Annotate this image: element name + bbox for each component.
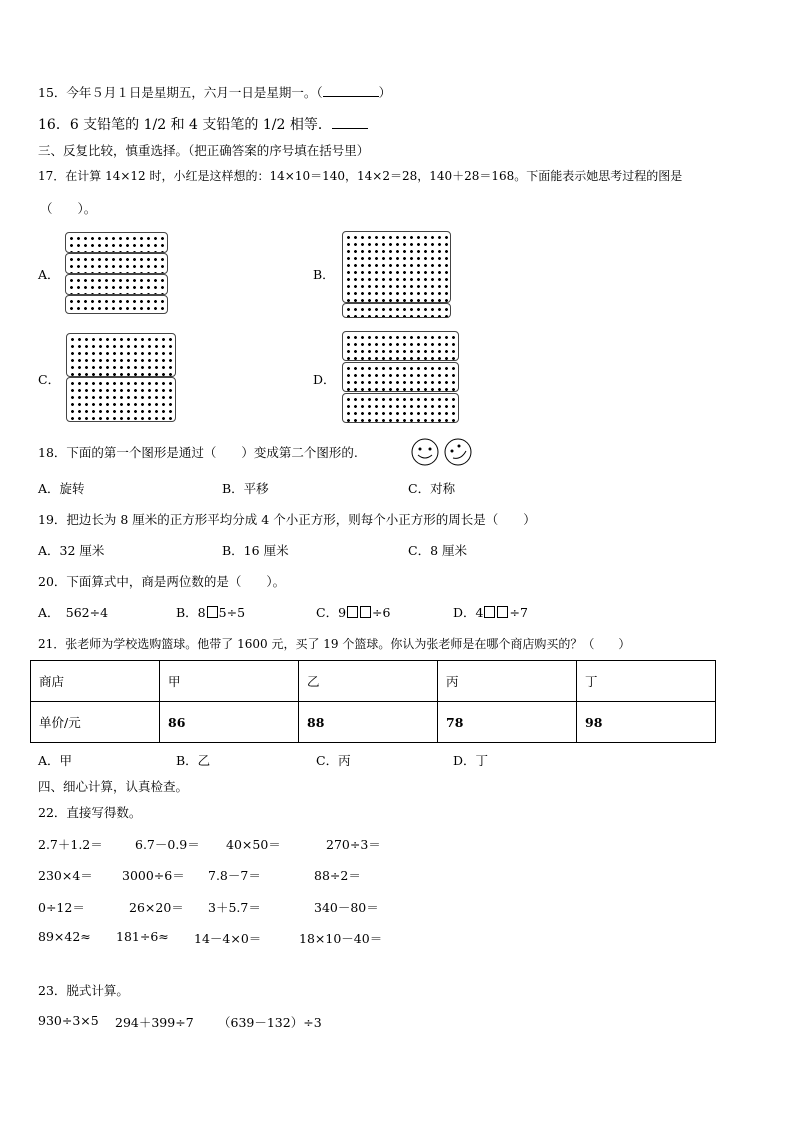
dot-array — [342, 231, 451, 303]
q20-option-b[interactable] — [176, 603, 245, 621]
table-row — [31, 661, 716, 702]
digit-box — [497, 606, 508, 618]
table-cell: 88 — [299, 702, 438, 743]
dot-array — [342, 362, 459, 392]
q15-text: 15．今年５月１日是星期五，六月一日是星期一。（ — [38, 85, 323, 100]
calc-item: 2.7＋1.2＝ — [38, 837, 103, 852]
calc-item: 181÷6≈ — [116, 929, 169, 944]
q17-option-d-label[interactable]: D． — [313, 372, 336, 387]
q17-option-c-label[interactable]: C． — [38, 372, 61, 387]
digit-box — [207, 606, 218, 618]
q23-title: 23．脱式计算。 — [38, 983, 129, 998]
digit-box — [484, 606, 495, 618]
q21-option-c[interactable]: C．丙 — [316, 753, 351, 768]
calc-item: 930÷3×5 — [38, 1013, 99, 1028]
digit-box — [360, 606, 371, 618]
table-cell: 78 — [438, 702, 577, 743]
calc-item: （639－132）÷3 — [218, 1015, 322, 1030]
q19-option-b[interactable]: B．16 厘米 — [222, 543, 289, 558]
q20-option-c[interactable] — [316, 603, 390, 621]
dot-array — [65, 232, 168, 253]
q18-option-b[interactable]: B．平移 — [222, 481, 269, 496]
table-cell: 98 — [577, 702, 716, 743]
q21-option-b[interactable]: B．乙 — [176, 753, 211, 768]
dot-array — [342, 393, 459, 423]
section-3-heading: 三、反复比较，慎重选择。（把正确答案的序号填在括号里） — [38, 143, 370, 158]
table-cell: 单价/元 — [31, 702, 160, 743]
price-table — [30, 660, 716, 743]
q22-title: 22．直接写得数。 — [38, 805, 142, 820]
q20-option-d-pre: D．4 — [453, 605, 484, 620]
q21-text: 21．张老师为学校选购篮球。他带了 1600 元，买了 19 个篮球。你认为张老师是在哪个商店购买的？（ ） — [38, 637, 631, 651]
table-cell: 甲 — [160, 661, 299, 702]
q17-option-a-label[interactable]: A． — [38, 267, 60, 282]
q20-option-a[interactable]: A． 562÷4 — [38, 605, 109, 620]
dot-array — [66, 333, 176, 377]
table-cell: 丁 — [577, 661, 716, 702]
calc-item: 40×50＝ — [226, 837, 281, 852]
q20-option-c-post: ÷6 — [372, 605, 391, 620]
q21-option-a[interactable]: A．甲 — [38, 753, 73, 768]
q17-option-b-label[interactable]: B． — [313, 267, 335, 282]
section-4-heading: 四、细心计算，认真检查。 — [38, 779, 189, 794]
calc-item: 3000÷6＝ — [122, 868, 185, 883]
dot-array — [65, 274, 168, 295]
answer-blank[interactable] — [332, 116, 368, 129]
dot-array — [65, 253, 168, 274]
dot-array — [342, 331, 459, 361]
q20-option-b-pre: B．8 — [176, 605, 206, 620]
q19-option-a[interactable]: A．32 厘米 — [38, 543, 105, 558]
calc-item: 89×42≈ — [38, 929, 91, 944]
calc-item: 0÷12＝ — [38, 900, 85, 915]
calc-item: 230×4＝ — [38, 868, 93, 883]
calc-item: 3＋5.7＝ — [208, 900, 261, 915]
q18-text: 18．下面的第一个图形是通过（ ）变成第二个图形的. — [38, 445, 358, 460]
dot-array — [65, 295, 168, 314]
answer-blank[interactable] — [323, 84, 379, 97]
table-cell: 丙 — [438, 661, 577, 702]
q21-option-d[interactable]: D．丁 — [453, 753, 489, 768]
dot-array — [342, 303, 451, 318]
q16-text: 16．6 支铅笔的 1/2 和 4 支铅笔的 1/2 相等． — [38, 117, 332, 133]
question-16 — [38, 114, 368, 134]
dot-array — [66, 377, 176, 422]
q19-option-c[interactable]: C．8 厘米 — [408, 543, 467, 558]
q17-text-line1: 17．在计算 14×12 时，小红是这样想的：14×10＝140，14×2＝28，140＋28＝168。下面能表示她思考过程的图是 — [38, 169, 683, 183]
calc-item: 294＋399÷7 — [115, 1015, 194, 1030]
q18-option-a[interactable]: A．旋转 — [38, 481, 85, 496]
rotated-smiley-face-icon — [445, 439, 471, 465]
calc-item: 340－80＝ — [314, 900, 379, 915]
q20-option-b-post: 5÷5 — [218, 605, 246, 620]
calc-item: 270÷3＝ — [326, 837, 381, 852]
question-15 — [38, 83, 391, 101]
smiley-face-icon — [412, 439, 438, 465]
digit-box — [347, 606, 358, 618]
calc-item: 18×10－40＝ — [299, 931, 383, 946]
q20-text: 20．下面算式中，商是两位数的是（ ）。 — [38, 574, 286, 589]
q15-close: ） — [378, 85, 392, 100]
table-cell: 乙 — [299, 661, 438, 702]
calc-item: 26×20＝ — [129, 900, 184, 915]
table-cell: 商店 — [31, 661, 160, 702]
calc-item: 7.8－7＝ — [208, 868, 261, 883]
calc-item: 88÷2＝ — [314, 868, 361, 883]
table-row — [31, 702, 716, 743]
q20-option-c-pre: C．9 — [316, 605, 347, 620]
table-cell: 86 — [160, 702, 299, 743]
calc-item: 14－4×0＝ — [194, 931, 262, 946]
q17-text-line2: （ ）。 — [40, 201, 97, 216]
q18-option-c[interactable]: C．对称 — [408, 481, 456, 496]
q20-option-d-post: ÷7 — [509, 605, 528, 620]
q20-option-d[interactable] — [453, 603, 528, 621]
calc-item: 6.7－0.9＝ — [135, 837, 200, 852]
smiley-faces — [408, 436, 478, 468]
q19-text: 19．把边长为 8 厘米的正方形平均分成 4 个小正方形，则每个小正方形的周长是（ ） — [38, 512, 536, 527]
